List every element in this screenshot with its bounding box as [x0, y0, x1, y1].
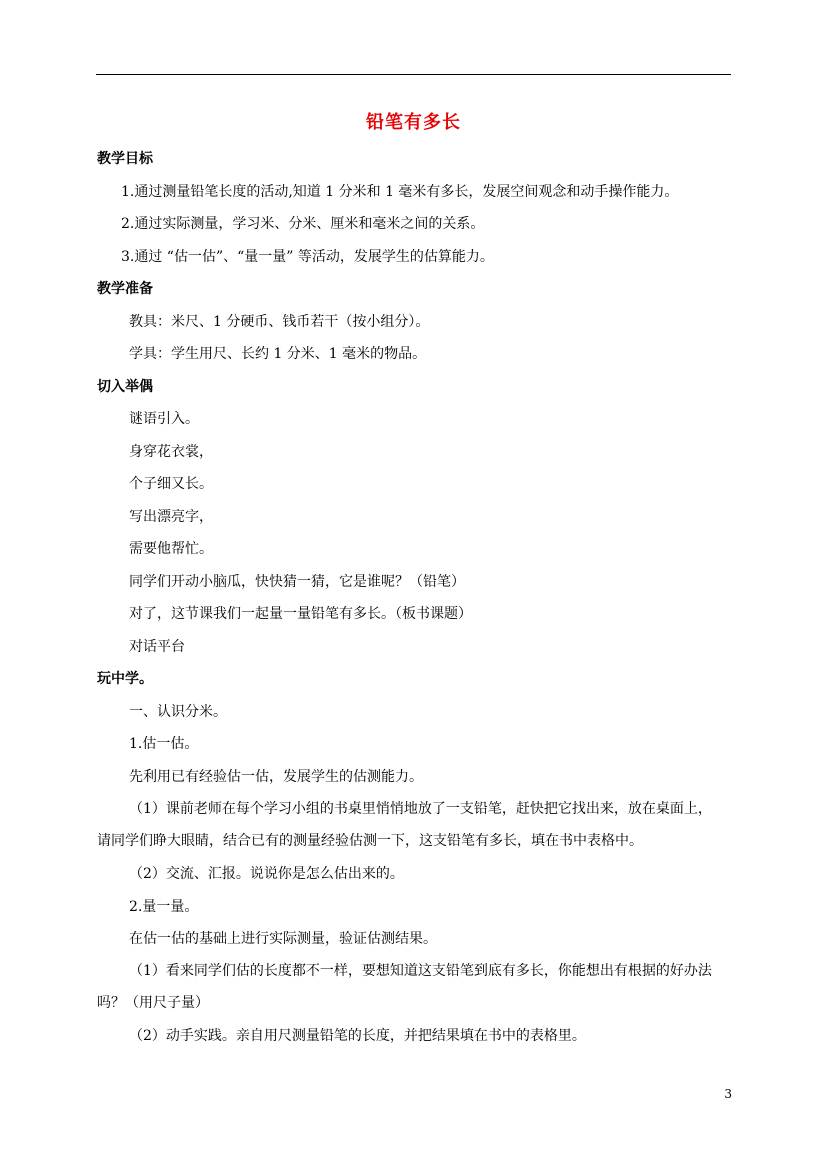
play-item: 2.量一量。	[129, 899, 199, 915]
goal-item: 1.通过测量铅笔长度的活动,知道 1 分米和 1 毫米有多长，发展空间观念和动手操作能力。	[121, 184, 679, 200]
play-item: 在估一估的基础上进行实际测量，验证估测结果。	[129, 931, 437, 947]
page-number: 3	[724, 1087, 732, 1101]
play-item: 请同学们睁大眼睛，结合已有的测量经验估测一下，这支铅笔有多长，填在书中表格中。	[97, 833, 643, 849]
preparation-item: 教具：米尺、1 分硬币、钱币若干（按小组分）。	[129, 314, 430, 330]
play-item: 吗？（用尺子量）	[97, 995, 209, 1011]
intro-item: 身穿花衣裳，	[129, 444, 213, 460]
play-item: （2）动手实践。亲自用尺测量铅笔的长度，并把结果填在书中的表格里。	[129, 1028, 586, 1044]
preparation-item: 学具：学生用尺、长约 1 分米、1 毫米的物品。	[129, 346, 427, 362]
goal-item: 2.通过实际测量，学习米、分米、厘米和毫米之间的关系。	[121, 216, 485, 232]
play-item: 一、认识分米。	[129, 704, 227, 720]
intro-item: 谜语引入。	[129, 411, 199, 427]
section-heading-goals: 教学目标	[97, 151, 153, 167]
play-item: （1）看来同学们估的长度都不一样，要想知道这支铅笔到底有多长，你能想出有根据的好办法	[129, 963, 712, 979]
goal-item: 3.通过 “估一估”、“量一量” 等活动，发展学生的估算能力。	[121, 249, 494, 265]
intro-item: 对话平台	[129, 639, 185, 655]
play-item: （1）课前老师在每个学习小组的书桌里悄悄地放了一支铅笔，赶快把它找出来，放在桌面上，	[129, 801, 712, 817]
play-item: 1.估一估。	[129, 736, 199, 752]
intro-item: 写出漂亮字，	[129, 509, 213, 525]
intro-item: 个子细又长。	[129, 476, 213, 492]
intro-item: 对了，这节课我们一起量一量铅笔有多长。（板书课题）	[129, 606, 472, 622]
section-heading-play: 玩中学。	[97, 671, 153, 687]
intro-item: 同学们开动小脑瓜，快快猜一猜，它是谁呢？（铅笔）	[129, 574, 465, 590]
intro-item: 需要他帮忙。	[129, 541, 213, 557]
section-heading-preparation: 教学准备	[97, 281, 153, 297]
section-heading-intro: 切入举偶	[97, 379, 153, 395]
header-rule	[96, 74, 731, 75]
page-title: 铅笔有多长	[366, 112, 461, 133]
play-item: 先利用已有经验估一估，发展学生的估测能力。	[129, 769, 423, 785]
play-item: （2）交流、汇报。说说你是怎么估出来的。	[129, 866, 404, 882]
